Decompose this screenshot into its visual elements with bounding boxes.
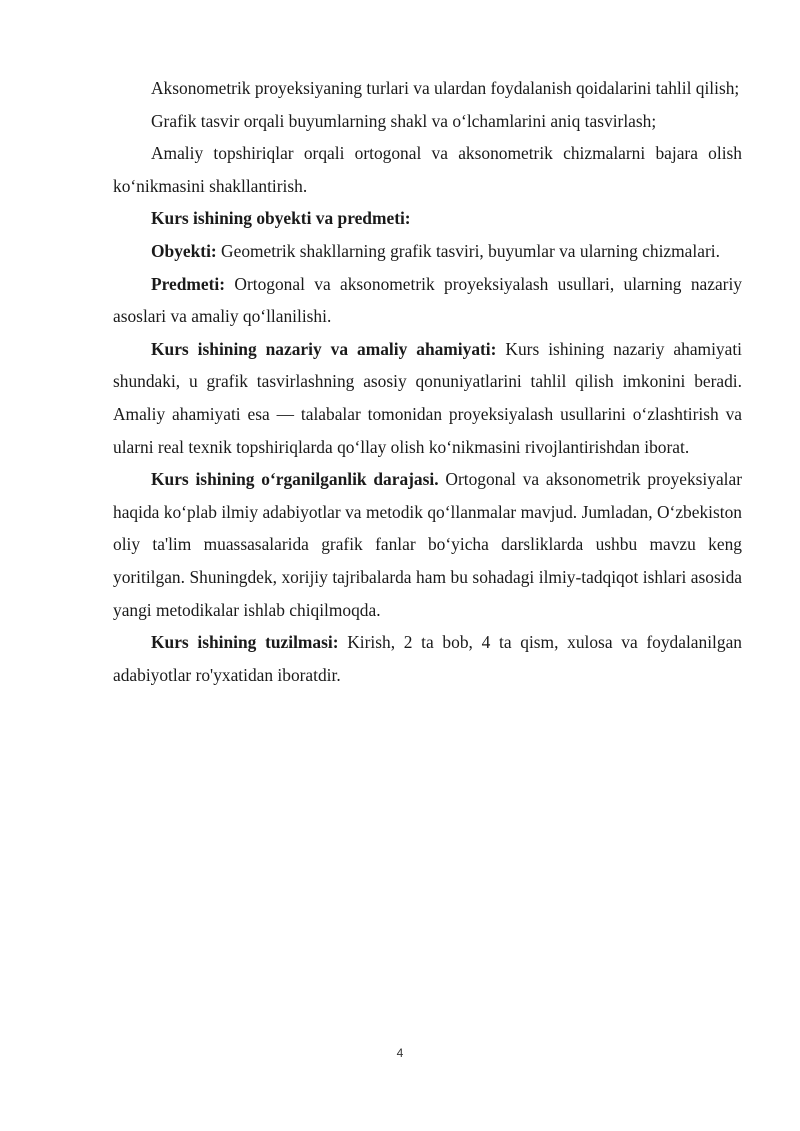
paragraph-text: Ortogonal va aksonometrik proyeksiyalash usullari, ularning nazariy asoslari va amaliy qo‘llanilishi. [113, 273, 742, 327]
paragraph-text: Geometrik shakllarning grafik tasviri, buyumlar va ularning chizmalari. [216, 240, 720, 261]
paragraph-text: Aksonometrik proyeksiyaning turlari va ulardan foydalanish qoidalarini tahlil qilish; [151, 78, 740, 98]
paragraph-obyekti [113, 235, 742, 268]
inline-heading: Kurs ishining tuzilmasi: [151, 632, 339, 653]
paragraph-text: Amaliy topshiriqlar orqali ortogonal va aksonometrik chizmalarni bajara olish ko‘nikmasini shakllantirish. [113, 143, 742, 196]
paragraph-amaliy-topshiriqlar [113, 137, 742, 202]
paragraph-organilganlik [113, 463, 742, 626]
inline-heading: Kurs ishining o‘rganilganlik darajasi. [151, 469, 439, 490]
paragraph-text: Ortogonal va aksonometrik proyeksiyalar haqida ko‘plab ilmiy adabiyotlar va metodik qo‘llanmalar mavjud. Jumladan, O‘zbekiston oliy ta'lim muassasalarida grafik fanlar bo‘yicha darsliklarda ushbu mavzu keng yoritilgan. Shuningdek, xorijiy tajribalarda ham bu sohadagi ilmiy-tadqiqot ishlari asosida yangi metodikalar ishlab chiqilmoqda. [113, 469, 742, 620]
paragraph-text: Kurs ishining nazariy ahamiyati shundaki, u grafik tasvirlashning asosiy qonuniyatlarini tahlil qilish imkonini beradi. Amaliy ahamiyati esa — talabalar tomonidan proyeksiyalash usullarini o‘zlashtirish va ularni real texnik topshiriqlarda qo‘llay olish ko‘nikmasini rivojlantirishdan iborat. [113, 338, 742, 457]
paragraph-obyekt-predmet-heading [113, 202, 742, 235]
section-heading: Kurs ishining obyekti va predmeti: [151, 208, 411, 229]
inline-heading: Kurs ishining nazariy va amaliy ahamiyati: [151, 338, 497, 359]
paragraph-ahamiyati [113, 333, 742, 463]
inline-heading: Predmeti: [151, 273, 226, 294]
paragraph-aksonometrik-turlari [113, 72, 742, 105]
paragraph-tuzilmasi [113, 626, 742, 691]
paragraph-text: Kirish, 2 ta bob, 4 ta qism, xulosa va foydalanilgan adabiyotlar ro'yxatidan iboratdir. [113, 632, 742, 685]
page-number: 4 [396, 1046, 404, 1060]
paragraph-text: Grafik tasvir orqali buyumlarning shakl va o‘lchamlarini aniq tasvirlash; [151, 110, 657, 131]
document-body [113, 72, 742, 691]
paragraph-grafik-tasvir [113, 105, 742, 138]
paragraph-predmeti [113, 268, 742, 333]
inline-heading: Obyekti: [151, 240, 217, 261]
